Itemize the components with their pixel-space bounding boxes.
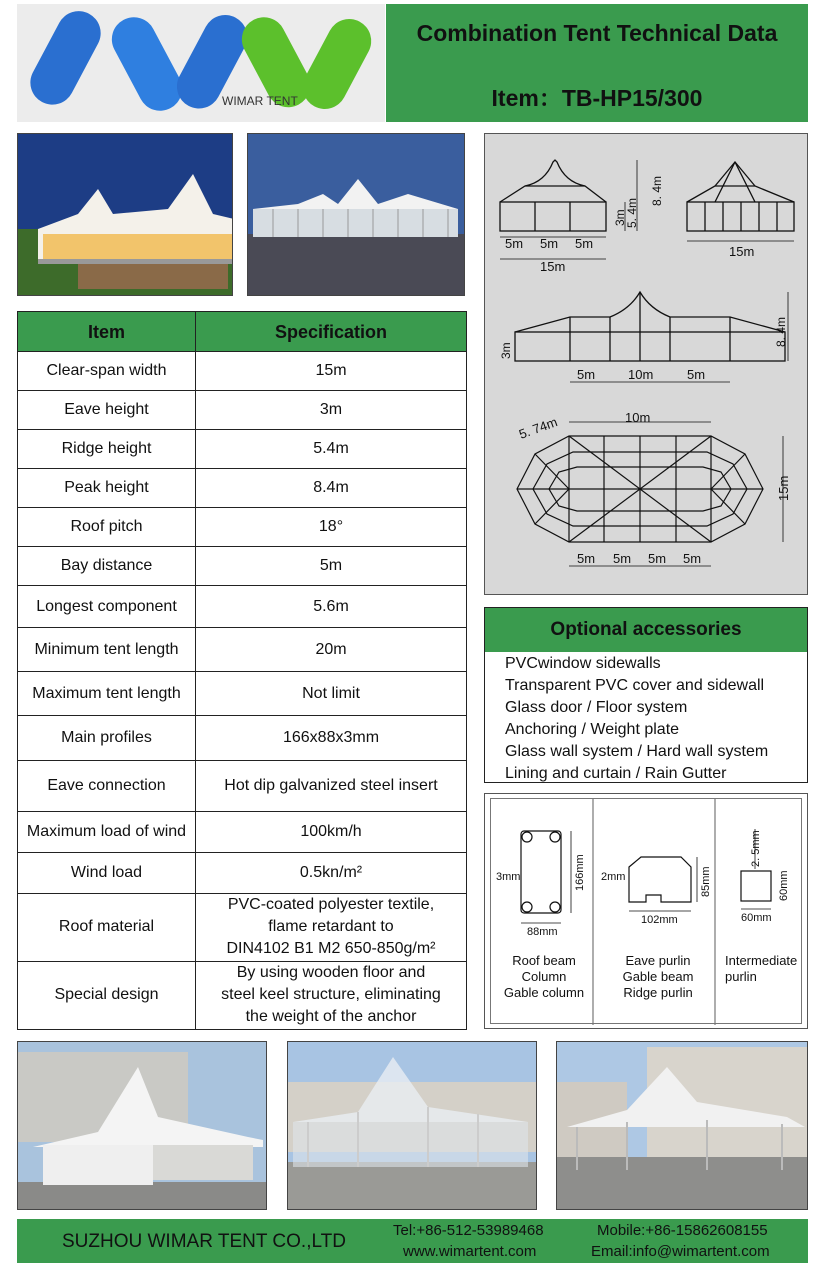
row-label: Clear-span width	[18, 352, 196, 391]
caption-line: Column	[521, 969, 567, 984]
list-item: Lining and curtain / Rain Gutter	[505, 765, 727, 782]
dim-label: 5m	[683, 551, 702, 566]
row-label: Special design	[18, 961, 196, 1029]
company-name: SUZHOU WIMAR TENT CO.,LTD	[62, 1231, 346, 1252]
row-value: 20m	[196, 628, 467, 672]
table-row	[18, 430, 467, 469]
row-label: Eave connection	[18, 760, 196, 811]
dim-label: 88mm	[527, 926, 558, 938]
page-title: Combination Tent Technical Data	[416, 20, 778, 46]
dim-label: 15m	[540, 259, 566, 274]
dim-label: 102mm	[641, 914, 678, 926]
dim-label: 15m	[729, 244, 755, 259]
row-value: 166x88x3mm	[196, 716, 467, 760]
dim-label: 5m	[613, 551, 632, 566]
table-row	[18, 547, 467, 586]
list-item: Anchoring / Weight plate	[505, 721, 680, 738]
row-label: Bay distance	[18, 547, 196, 586]
row-label: Longest component	[18, 586, 196, 628]
spec-line: flame retardant to	[268, 918, 394, 936]
list-item: Glass door / Floor system	[505, 699, 688, 716]
dim-label: 5. 74m	[516, 414, 560, 442]
row-label: Main profiles	[18, 716, 196, 760]
caption-line: Roof beam	[512, 953, 576, 968]
purlin-caption	[603, 953, 713, 1001]
dim-label: 15m	[776, 475, 791, 501]
wimar-logo-graphic	[17, 4, 385, 122]
row-value-multiline	[196, 893, 467, 961]
dim-label: 8. 4m	[774, 316, 788, 347]
accessories-title: Optional accessories	[485, 608, 807, 652]
dim-label: 10m	[628, 367, 654, 382]
row-label: Maximum tent length	[18, 672, 196, 716]
row-label: Peak height	[18, 469, 196, 508]
table-row	[18, 628, 467, 672]
row-label: Eave height	[18, 391, 196, 430]
row-value: 15m	[196, 352, 467, 391]
tent-photo-dusk	[247, 133, 465, 296]
row-label: Roof pitch	[18, 508, 196, 547]
row-label: Roof material	[18, 893, 196, 961]
caption-line: Gable beam	[622, 969, 694, 984]
table-row	[18, 961, 467, 1029]
row-value: 5.4m	[196, 430, 467, 469]
dim-label: 5. 4m	[625, 197, 639, 228]
dim-label: 5m	[577, 367, 596, 382]
profile-sections-panel	[484, 793, 808, 1029]
plan-view-drawing	[517, 422, 783, 566]
dim-label: 5m	[505, 236, 524, 251]
company-logo	[17, 4, 385, 122]
email-link[interactable]: Email:info@wimartent.com	[591, 1243, 770, 1260]
list-item: Transparent PVC cover and sidewall	[505, 677, 765, 694]
logo-text: WIMAR TENT	[222, 94, 298, 108]
row-value-multiline	[196, 961, 467, 1029]
dim-label: 3m	[499, 342, 513, 359]
row-value: 8.4m	[196, 469, 467, 508]
mobile-number: Mobile:+86-15862608155	[597, 1222, 768, 1239]
dim-label: 5m	[687, 367, 706, 382]
spec-line: By using wooden floor and	[236, 964, 426, 982]
dim-label: 85mm	[700, 866, 712, 897]
caption-line: Ridge purlin	[623, 985, 693, 1000]
row-value: 0.5kn/m²	[196, 852, 467, 893]
dim-label: 5m	[648, 551, 667, 566]
table-row	[18, 716, 467, 760]
tent-photo-transparent-roof	[287, 1041, 537, 1210]
list-item: PVCwindow sidewalls	[505, 655, 661, 672]
table-row	[18, 469, 467, 508]
caption-line: Intermediate	[725, 953, 798, 968]
dim-label: 3mm	[496, 871, 521, 883]
tent-photo-white-sidewalls	[17, 1041, 267, 1210]
table-row	[18, 760, 467, 811]
row-label: Ridge height	[18, 430, 196, 469]
table-row	[18, 352, 467, 391]
dim-label: 2. 5mm	[750, 830, 762, 867]
list-item: Glass wall system / Hard wall system	[505, 743, 769, 760]
roof-beam-profile	[521, 831, 571, 923]
eave-purlin-profile	[629, 857, 697, 911]
row-value: 18°	[196, 508, 467, 547]
table-row	[18, 672, 467, 716]
dim-label: 3m	[613, 209, 627, 226]
optional-accessories-box	[484, 607, 808, 783]
row-value: 5.6m	[196, 586, 467, 628]
dim-label: 5m	[577, 551, 596, 566]
table-row	[18, 811, 467, 852]
column-header-item: Item	[18, 312, 196, 352]
row-label: Wind load	[18, 852, 196, 893]
row-value: 100km/h	[196, 811, 467, 852]
row-label: Minimum tent length	[18, 628, 196, 672]
row-value: 5m	[196, 547, 467, 586]
table-row	[18, 893, 467, 961]
dim-label: 8. 4m	[650, 175, 664, 206]
row-value: Not limit	[196, 672, 467, 716]
caption-line: Eave purlin	[625, 953, 691, 968]
accessories-list	[505, 653, 768, 785]
table-row	[18, 852, 467, 893]
side-view-drawing	[687, 162, 794, 241]
spec-line: steel keel structure, eliminating	[221, 986, 441, 1004]
tent-drawings-panel	[484, 133, 808, 595]
beam-caption	[499, 953, 589, 1001]
dim-label: 60mm	[741, 912, 772, 924]
spec-line: the weight of the anchor	[245, 1008, 417, 1026]
dim-label: 2mm	[601, 871, 626, 883]
intermediate-caption	[719, 953, 803, 985]
table-row	[18, 508, 467, 547]
caption-line: purlin	[725, 969, 757, 984]
tent-photo-open-sides	[556, 1041, 808, 1210]
item-code: Item：TB-HP15/300	[491, 85, 703, 111]
caption-line: Gable column	[503, 985, 585, 1000]
dim-label: 10m	[625, 410, 651, 425]
dim-label: 5m	[540, 236, 559, 251]
footer-bar	[17, 1219, 808, 1263]
spec-line: PVC-coated polyester textile,	[227, 896, 435, 914]
spec-table	[17, 311, 467, 1030]
tent-photo-night	[17, 133, 233, 296]
telephone: Tel:+86-512-53989468	[393, 1222, 544, 1239]
dim-label: 166mm	[574, 854, 586, 891]
row-value: 3m	[196, 391, 467, 430]
row-label: Maximum load of wind	[18, 811, 196, 852]
dim-label: 60mm	[778, 870, 790, 901]
row-value: Hot dip galvanized steel insert	[196, 760, 467, 811]
table-row	[18, 391, 467, 430]
column-header-specification: Specification	[196, 312, 467, 352]
table-header-row	[18, 312, 467, 352]
website-link[interactable]: www.wimartent.com	[403, 1243, 537, 1260]
table-row	[18, 586, 467, 628]
title-banner	[386, 4, 808, 122]
spec-line: DIN4102 B1 M2 650-850g/m²	[226, 940, 436, 958]
dim-label: 5m	[575, 236, 594, 251]
